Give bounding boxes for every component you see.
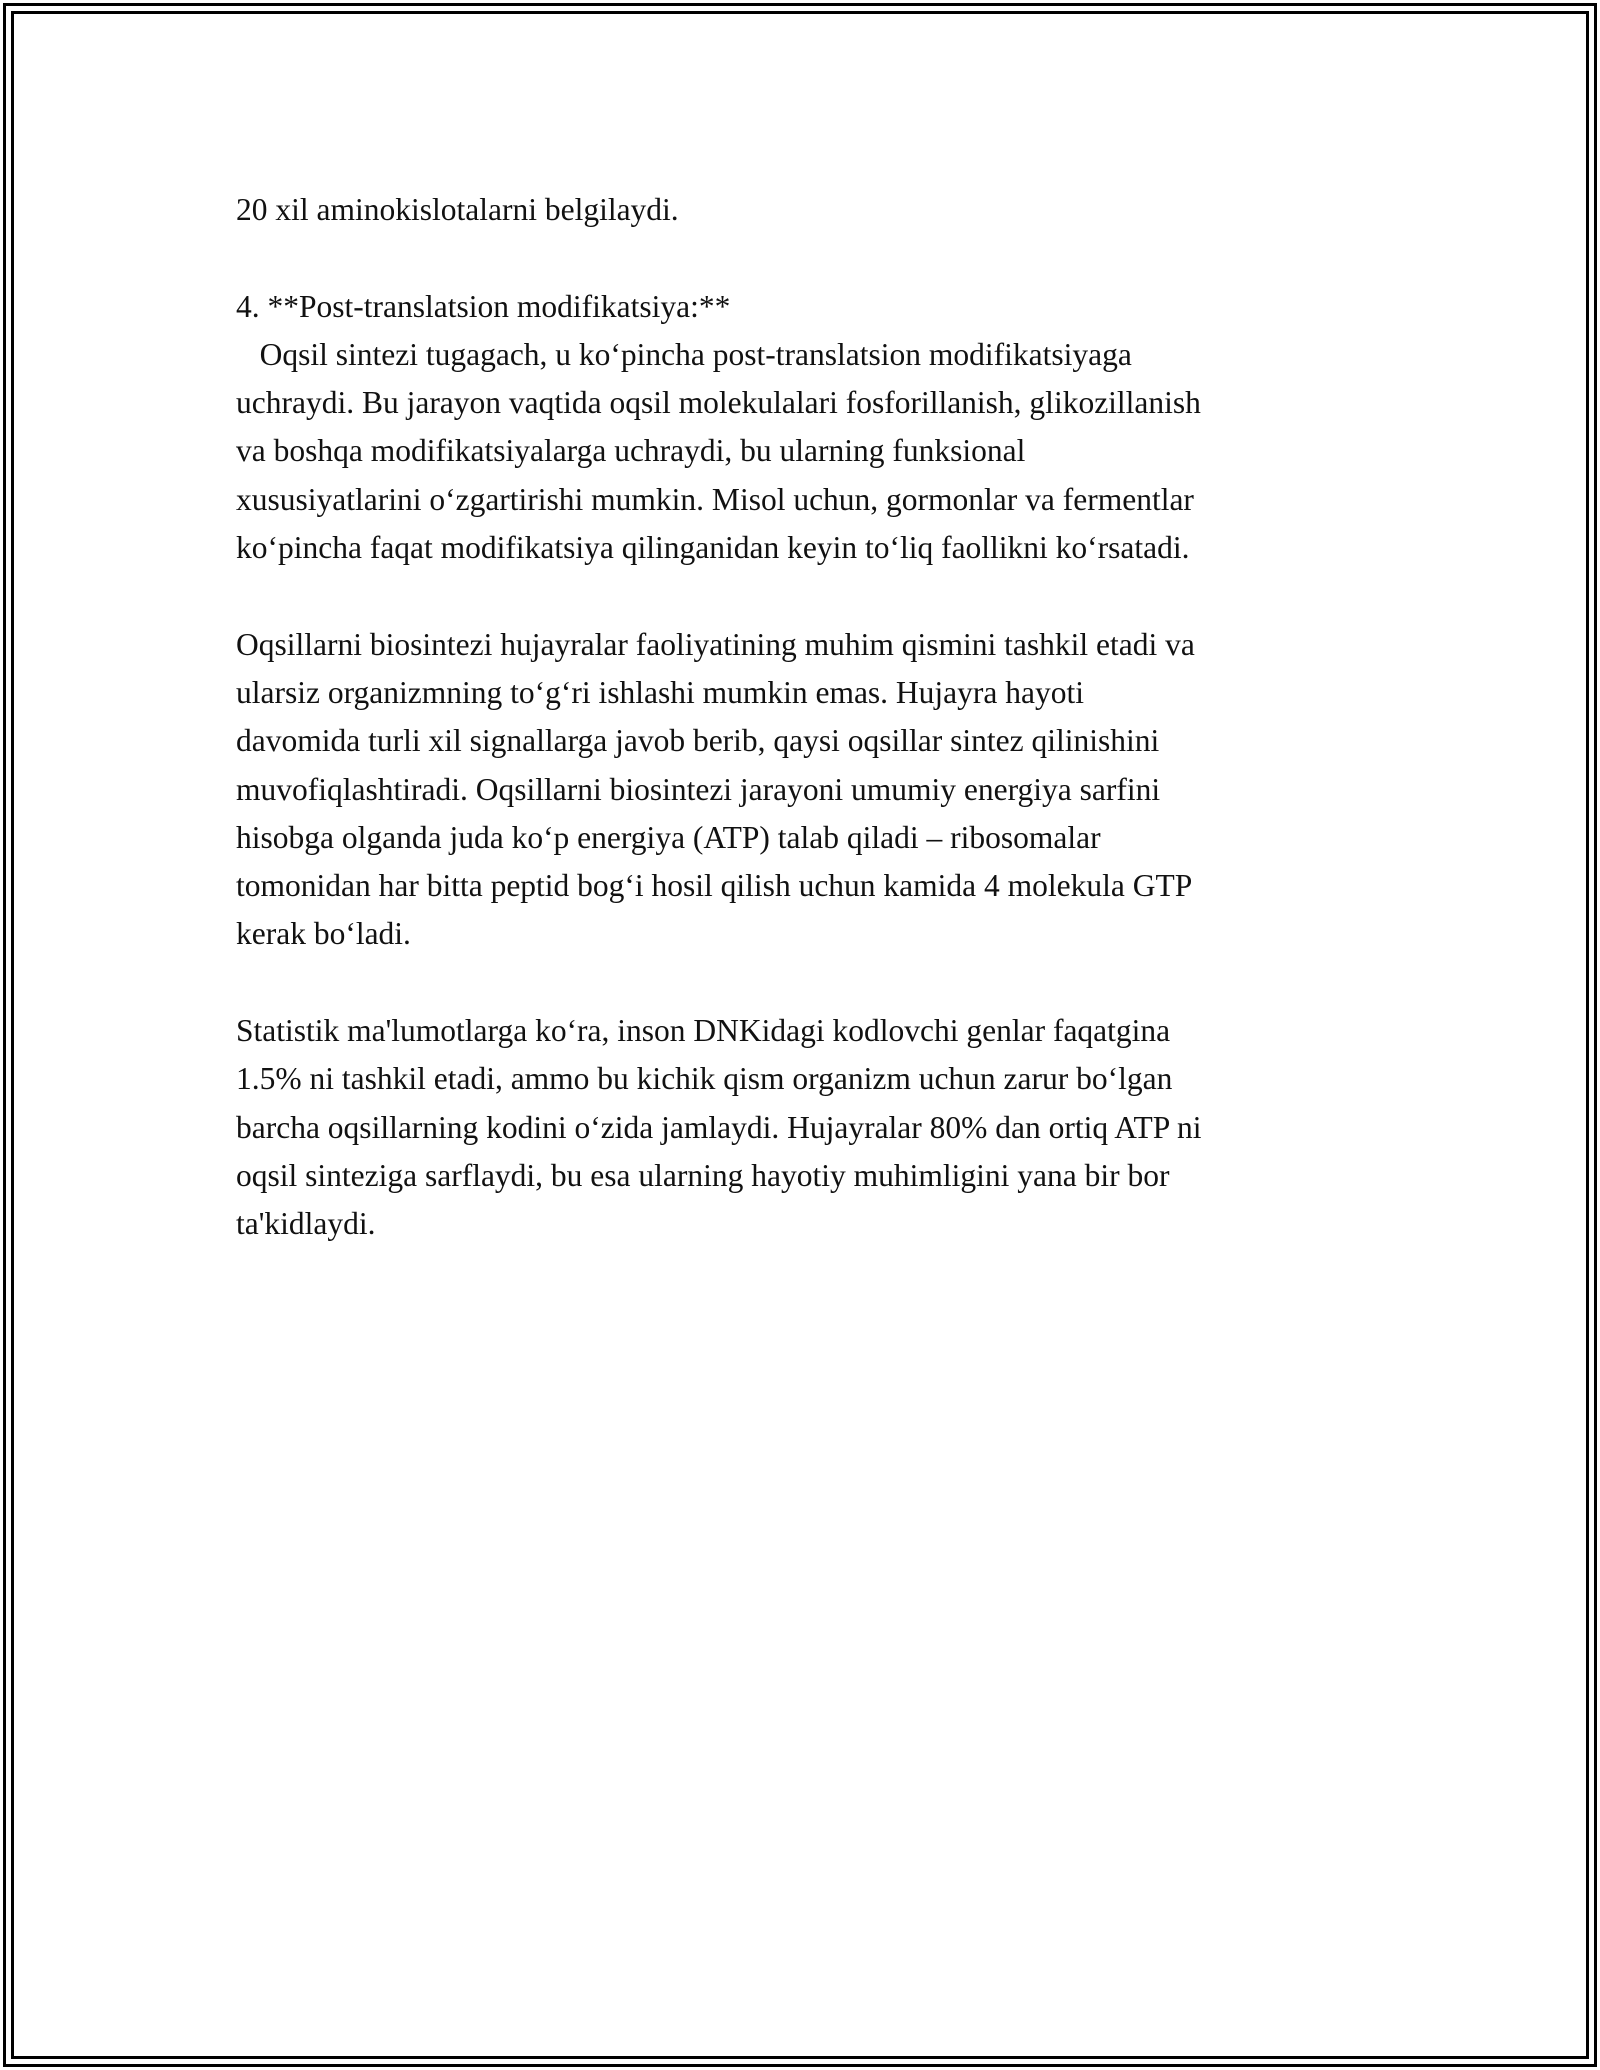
text-line: hisobga olganda juda ko‘p energiya (ATP) talab qiladi – ribosomalar — [236, 819, 1101, 855]
text-line: oqsil sinteziga sarflaydi, bu esa ularning hayotiy muhimligini yana bir bor — [236, 1157, 1170, 1193]
paragraph-gap — [236, 572, 1386, 620]
text-line: Statistik ma'lumotlarga ko‘ra, inson DNKidagi kodlovchi genlar faqatgina — [236, 1013, 1171, 1049]
text-line: ularsiz organizmning to‘g‘ri ishlashi mumkin emas. Hujayra hayoti — [236, 674, 1084, 710]
text-line: tomonidan har bitta peptid bog‘i hosil qilish uchun kamida 4 molekula GTP — [236, 868, 1193, 904]
paragraph-gap — [236, 959, 1386, 1007]
text-line: davomida turli xil signallarga javob berib, qaysi oqsillar sintez qilinishini — [236, 723, 1160, 759]
text-line: barcha oqsillarning kodini o‘zida jamlaydi. Hujayralar 80% dan ortiq ATP ni — [236, 1109, 1202, 1145]
text-line: 1.5% ni tashkil etadi, ammo bu kichik qism organizm uchun zarur bo‘lgan — [236, 1061, 1173, 1097]
section-heading: 4. **Post-translatsion modifikatsiya:** — [236, 288, 731, 324]
text-line: Oqsil sintezi tugagach, u ko‘pincha post-translatsion modifikatsiyaga — [236, 336, 1132, 372]
continued-text-block — [236, 186, 1386, 234]
text-line: uchraydi. Bu jarayon vaqtida oqsil molekulalari fosforillanish, glikozillanish — [236, 385, 1201, 421]
document-body — [236, 186, 1386, 1249]
section-4-block — [236, 283, 1386, 573]
statistics-paragraph — [236, 1007, 1386, 1248]
paragraph-gap — [236, 234, 1386, 282]
biosynthesis-paragraph — [236, 621, 1386, 959]
text-line: 20 xil aminokislotalarni belgilaydi. — [236, 192, 679, 227]
text-line: Oqsillarni biosintezi hujayralar faoliyatining muhim qismini tashkil etadi va — [236, 626, 1195, 662]
text-line: xususiyatlarini o‘zgartirishi mumkin. Misol uchun, gormonlar va fermentlar — [236, 481, 1194, 517]
text-line: ko‘pincha faqat modifikatsiya qilinganidan keyin to‘liq faollikni ko‘rsatadi. — [236, 530, 1190, 566]
text-line: kerak bo‘ladi. — [236, 916, 411, 952]
text-line: ta'kidlaydi. — [236, 1206, 376, 1242]
text-line: va boshqa modifikatsiyalarga uchraydi, bu ularning funksional — [236, 433, 1026, 469]
text-line: muvofiqlashtiradi. Oqsillarni biosintezi jarayoni umumiy energiya sarfini — [236, 771, 1161, 807]
